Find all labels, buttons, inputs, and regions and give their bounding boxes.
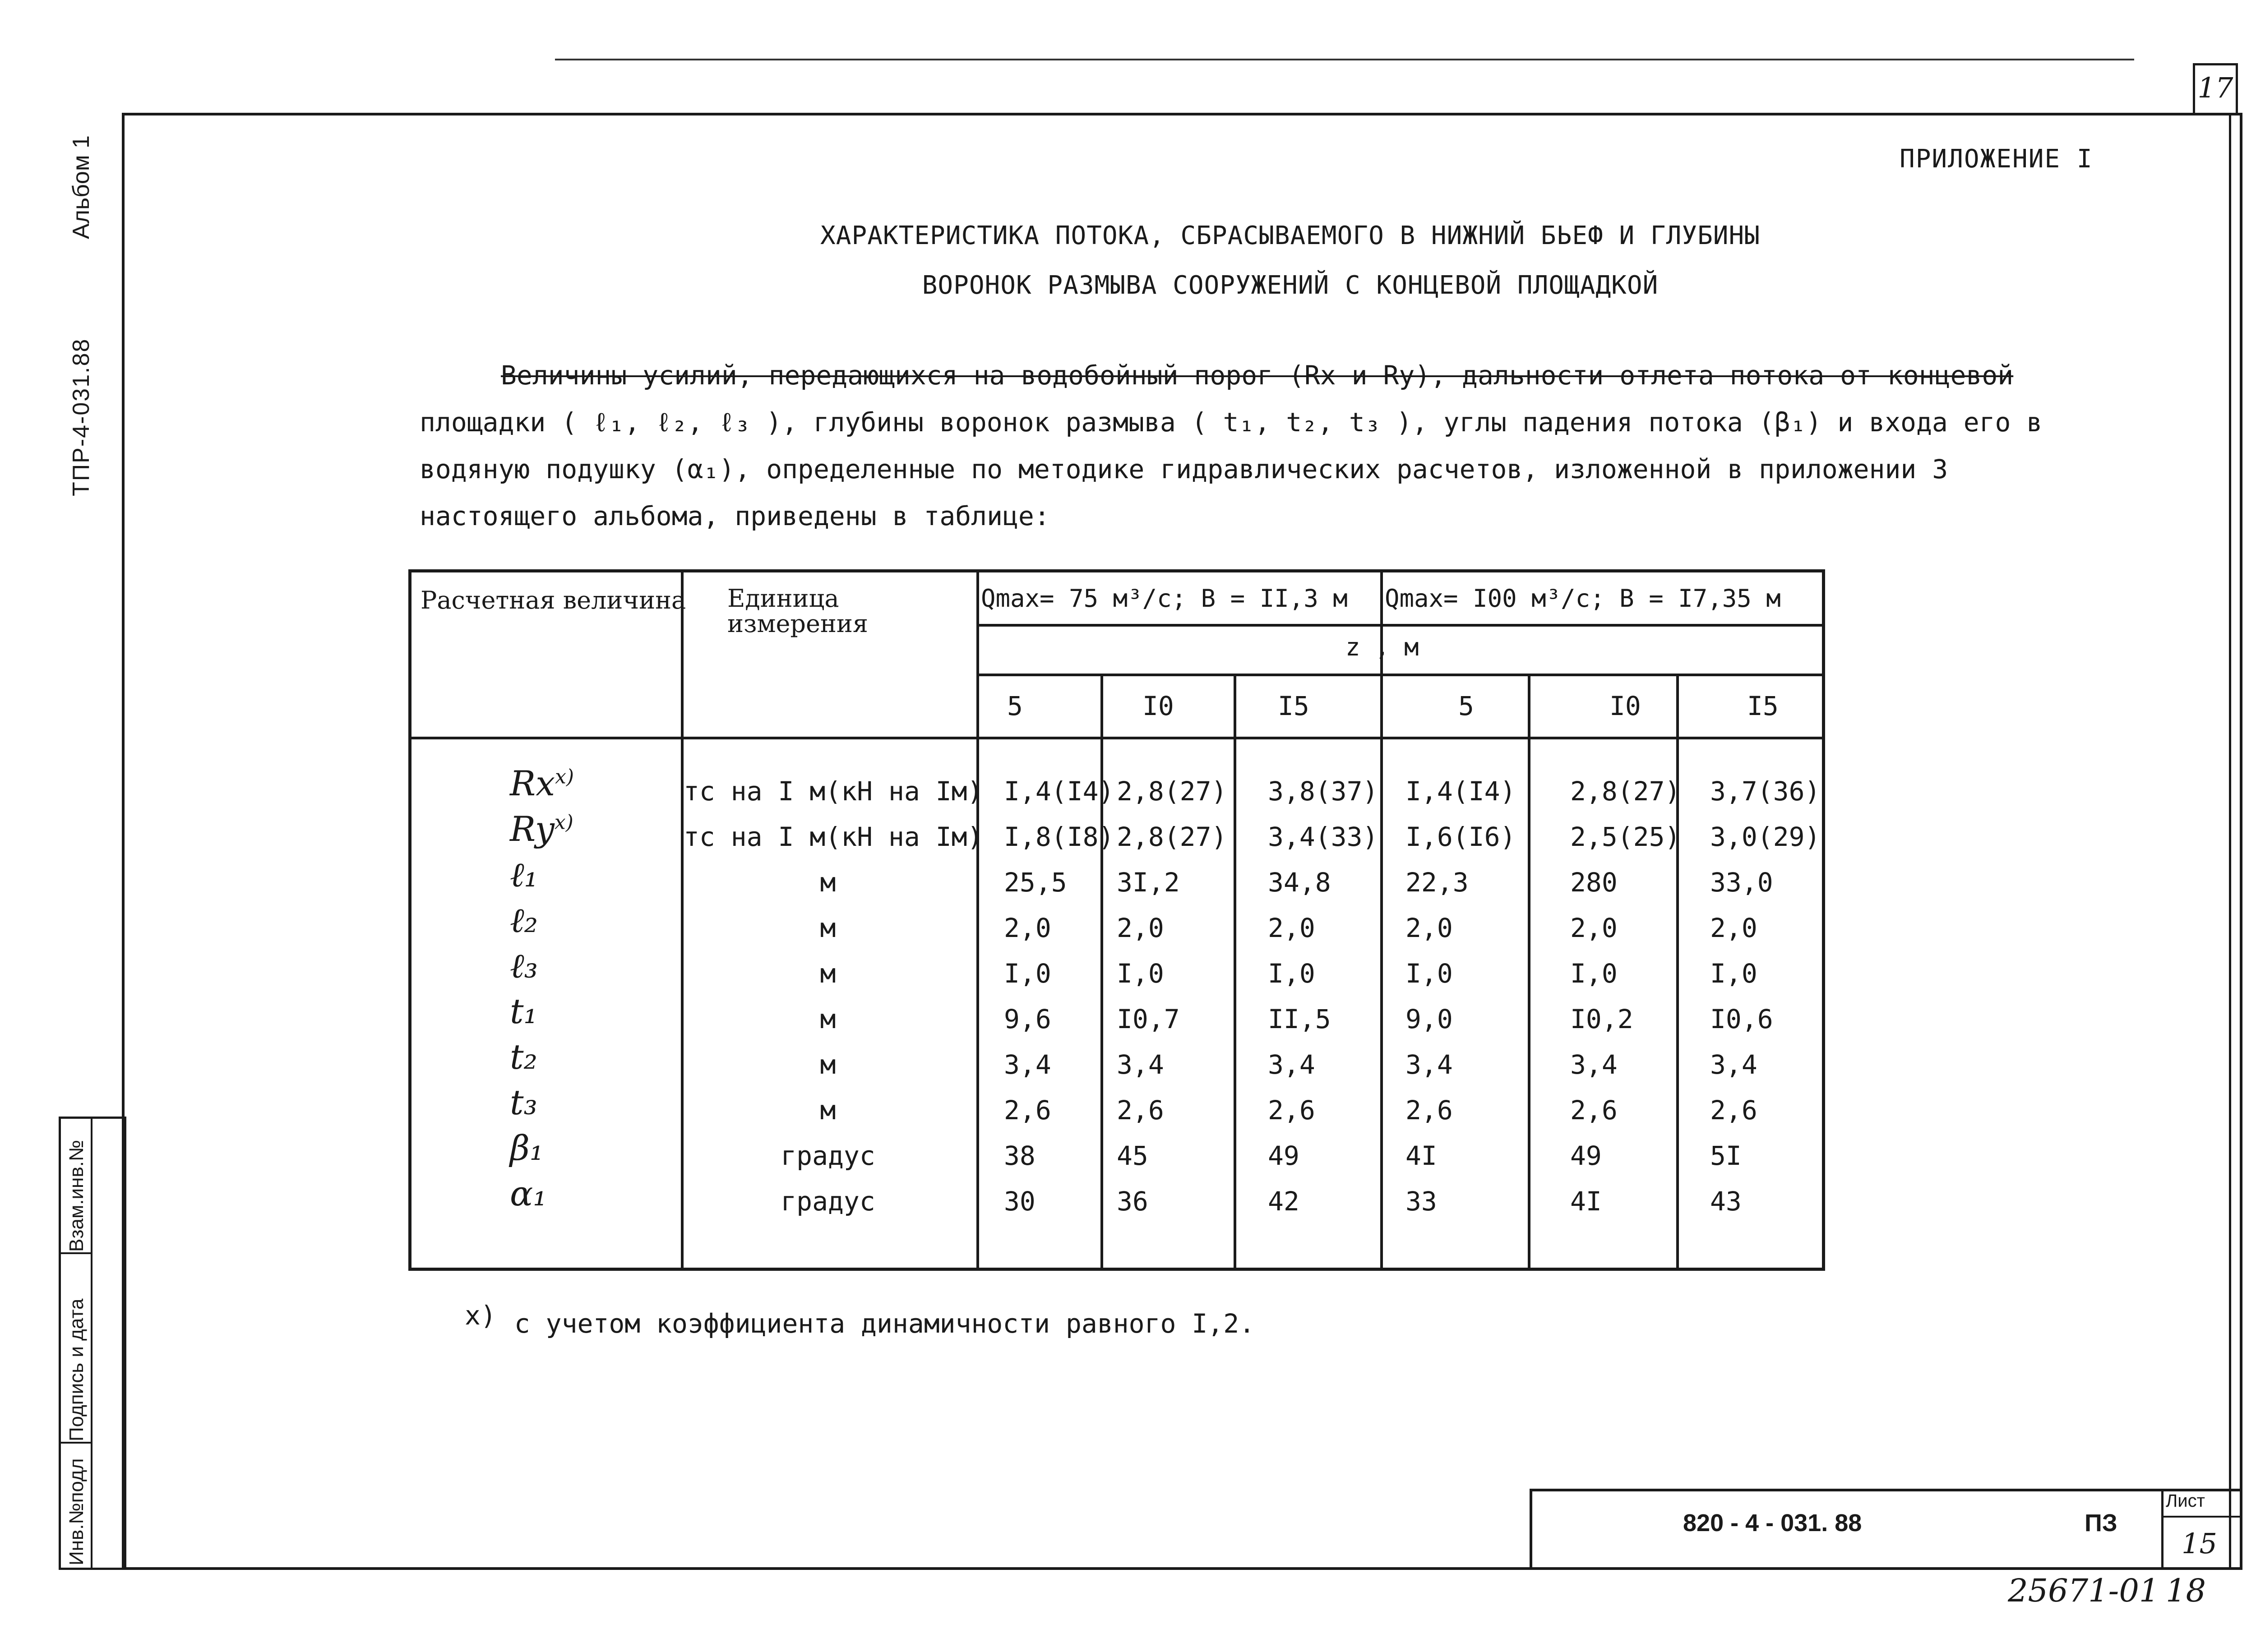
table-cell: 2,0 bbox=[1570, 913, 1618, 943]
col-divider bbox=[1234, 676, 1236, 1268]
table-cell: 45 bbox=[1117, 1140, 1148, 1171]
table-cell: 4I bbox=[1570, 1186, 1602, 1217]
table-cell: 4I bbox=[1405, 1140, 1437, 1171]
sheet-label: Лист bbox=[2166, 1491, 2205, 1511]
title-line-1 bbox=[0, 221, 2256, 250]
table-cell: 3I,2 bbox=[1117, 867, 1180, 898]
corner-sheet-number: 17 bbox=[2193, 63, 2238, 113]
sheet-number: 15 bbox=[2182, 1527, 2217, 1560]
table-cell: 30 bbox=[1004, 1186, 1036, 1217]
table-cell: 3,4 bbox=[1117, 1049, 1164, 1080]
intro-paragraph bbox=[420, 352, 2043, 540]
row-symbol-text: ℓ₃ bbox=[510, 946, 538, 986]
table-cell: 3,4 bbox=[1405, 1049, 1453, 1080]
table-cell: 2,6 bbox=[1570, 1095, 1618, 1126]
table-cell: 2,6 bbox=[1710, 1095, 1757, 1126]
paragraph-line-1: Величины усилий, передающихся на водобойный порог (Rx и Ry), дальности отлета потока от концевой bbox=[501, 360, 2014, 391]
table-cell: 3,4 bbox=[1710, 1049, 1757, 1080]
table-cell: 33,0 bbox=[1710, 867, 1773, 898]
table-cell: 2,6 bbox=[1117, 1095, 1164, 1126]
title-line-2 bbox=[0, 271, 2256, 300]
table-cell: 3,7(36) bbox=[1710, 776, 1821, 807]
table-cell: I0,6 bbox=[1710, 1004, 1773, 1034]
table-cell: 38 bbox=[1004, 1140, 1036, 1171]
row-symbol-text: Rx bbox=[510, 763, 555, 803]
row-symbol-footnote-mark: x) bbox=[554, 811, 573, 834]
table-cell: I0,7 bbox=[1117, 1004, 1180, 1034]
row-symbol bbox=[510, 991, 537, 1031]
z-value: I0 bbox=[1609, 691, 1641, 721]
table-cell: 2,0 bbox=[1268, 913, 1315, 943]
row-unit: м bbox=[820, 913, 836, 943]
table-cell: 2,6 bbox=[1268, 1095, 1315, 1126]
table-cell: I,0 bbox=[1570, 958, 1618, 989]
table-cell: 3,4 bbox=[1570, 1049, 1618, 1080]
row-symbol-text: t₂ bbox=[510, 1037, 538, 1077]
table-cell: 25,5 bbox=[1004, 867, 1067, 898]
paragraph-line-2: площадки ( ℓ₁, ℓ₂, ℓ₃ ), глубины воронок размыва ( t₁, t₂, t₃ ), углы падения потока (β₁) и входа его в bbox=[420, 407, 2043, 438]
header-unit: Единица измерения bbox=[727, 584, 868, 638]
row-symbol-text: ℓ₂ bbox=[510, 900, 538, 940]
table-cell: 3,0(29) bbox=[1710, 821, 1821, 852]
row-symbol bbox=[510, 854, 538, 895]
z-value: I5 bbox=[1747, 691, 1779, 721]
title-line-1-text: ХАРАКТЕРИСТИКА ПОТОКА, СБРАСЫВАЕМОГО В НИЖНИЙ БЬЕФ И ГЛУБИНЫ bbox=[820, 221, 1760, 250]
footnote-text: с учетом коэффициента динамичности равного I,2. bbox=[514, 1308, 1255, 1339]
table-cell: 3,8(37) bbox=[1268, 776, 1378, 807]
table-cell: I,4(I4) bbox=[1405, 776, 1516, 807]
margin-label-inventory: Инв.№подл bbox=[65, 1458, 88, 1565]
handwritten-page-number: 18 bbox=[2166, 1572, 2206, 1609]
row-symbol bbox=[510, 809, 573, 849]
row-divider bbox=[976, 674, 1822, 676]
table-cell: 2,0 bbox=[1710, 913, 1757, 943]
row-symbol-text: ℓ₁ bbox=[510, 854, 538, 895]
table-cell: I,0 bbox=[1117, 958, 1164, 989]
row-unit: градус bbox=[781, 1140, 875, 1171]
row-symbol-text: β₁ bbox=[510, 1128, 544, 1168]
table-cell: 36 bbox=[1117, 1186, 1148, 1217]
table-cell: 33 bbox=[1405, 1186, 1437, 1217]
table-cell: 49 bbox=[1570, 1140, 1602, 1171]
handwritten-inventory-number: 25671-01 bbox=[2008, 1572, 2159, 1609]
table-cell: I,6(I6) bbox=[1405, 821, 1516, 852]
table-cell: 2,8(27) bbox=[1570, 776, 1681, 807]
header-bottom-rule bbox=[411, 737, 1822, 739]
margin-label-replace: Взам.инв.№ bbox=[65, 1140, 88, 1252]
row-unit: м bbox=[820, 867, 836, 898]
row-symbol bbox=[510, 1128, 543, 1168]
row-symbol bbox=[510, 1037, 537, 1077]
row-unit: м bbox=[820, 1004, 836, 1034]
table-cell: I,0 bbox=[1710, 958, 1757, 989]
title-line-2-text: ВОРОНОК РАЗМЫВА СООРУЖЕНИЙ С КОНЦЕВОЙ ПЛОЩАДКОЙ bbox=[922, 271, 1659, 300]
footnote bbox=[465, 1300, 1255, 1339]
table-cell: 2,6 bbox=[1405, 1095, 1453, 1126]
margin-label-signature: Подпись и дата bbox=[65, 1298, 88, 1441]
table-cell: 2,0 bbox=[1004, 913, 1051, 943]
row-symbol-text: t₃ bbox=[510, 1082, 538, 1122]
table-cell: 280 bbox=[1570, 867, 1618, 898]
row-unit: тс на I м(кН на Iм) bbox=[684, 821, 983, 852]
table-cell: 3,4 bbox=[1268, 1049, 1315, 1080]
z-value: I0 bbox=[1142, 691, 1174, 721]
table-cell: 9,0 bbox=[1405, 1004, 1453, 1034]
top-rule bbox=[555, 59, 2134, 60]
col-divider bbox=[976, 572, 979, 1268]
document-type: ПЗ bbox=[2085, 1509, 2117, 1537]
project-code-vertical: ТПР-4-031.88 bbox=[68, 338, 94, 496]
row-unit: тс на I м(кН на Iм) bbox=[684, 776, 983, 807]
table-cell: I,4(I4) bbox=[1004, 776, 1114, 807]
table-cell: I,0 bbox=[1004, 958, 1051, 989]
table-cell: I0,2 bbox=[1570, 1004, 1633, 1034]
row-unit: м bbox=[820, 958, 836, 989]
table-cell: 2,8(27) bbox=[1117, 776, 1227, 807]
header-quantity: Расчетная величина bbox=[421, 586, 686, 614]
row-symbol-footnote-mark: x) bbox=[555, 765, 574, 789]
table-cell: 34,8 bbox=[1268, 867, 1331, 898]
col-divider bbox=[1100, 676, 1103, 1268]
table-cell: 43 bbox=[1710, 1186, 1742, 1217]
paragraph-line-3: водяную подушку (α₁), определенные по методике гидравлических расчетов, изложенной в приложении 3 bbox=[420, 454, 1948, 485]
row-symbol bbox=[510, 900, 538, 941]
album-label: Альбом 1 bbox=[68, 135, 94, 239]
table-cell: 2,6 bbox=[1004, 1095, 1051, 1126]
z-value: 5 bbox=[1458, 691, 1474, 721]
table-cell: 22,3 bbox=[1405, 867, 1469, 898]
table-cell: 49 bbox=[1268, 1140, 1299, 1171]
table-cell: II,5 bbox=[1268, 1004, 1331, 1034]
table-cell: 2,0 bbox=[1117, 913, 1164, 943]
table-cell: I,0 bbox=[1405, 958, 1453, 989]
table-cell: 3,4(33) bbox=[1268, 821, 1378, 852]
row-symbol bbox=[510, 946, 538, 986]
table-cell: 42 bbox=[1268, 1186, 1299, 1217]
row-symbol-text: α₁ bbox=[510, 1173, 547, 1214]
col-divider bbox=[1380, 572, 1383, 1268]
title-block bbox=[1530, 1489, 2242, 1570]
table-cell: I,0 bbox=[1268, 958, 1315, 989]
col-divider bbox=[1676, 676, 1679, 1268]
z-value: I5 bbox=[1278, 691, 1309, 721]
row-unit: м bbox=[820, 1049, 836, 1080]
document-code: 820 - 4 - 031. 88 bbox=[1683, 1509, 1862, 1537]
appendix-label: ПРИЛОЖЕНИЕ I bbox=[1900, 144, 2093, 174]
row-symbol bbox=[510, 1173, 547, 1214]
row-symbol-text: t₁ bbox=[510, 991, 538, 1031]
header-group-2: Qmax= I00 м³/с; В = I7,35 м bbox=[1385, 584, 1781, 613]
footnote-mark: x) bbox=[465, 1300, 496, 1331]
margin-stamp-table bbox=[59, 1117, 126, 1570]
header-group-1: Qmax= 75 м³/с; В = II,3 м bbox=[981, 584, 1348, 613]
sheet-cell-divider bbox=[2161, 1516, 2242, 1518]
header-z: z , м bbox=[1345, 633, 1419, 661]
table-cell: 2,5(25) bbox=[1570, 821, 1681, 852]
table-cell: 2,8(27) bbox=[1117, 821, 1227, 852]
row-symbol-text: Ry bbox=[510, 809, 555, 849]
table-cell: I,8(I8) bbox=[1004, 821, 1114, 852]
row-symbol bbox=[510, 1082, 537, 1122]
row-unit: градус bbox=[781, 1186, 875, 1217]
z-value: 5 bbox=[1007, 691, 1023, 721]
table-cell: 9,6 bbox=[1004, 1004, 1051, 1034]
row-symbol bbox=[510, 763, 574, 803]
frame-right-rule bbox=[2229, 113, 2231, 1570]
table-cell: 2,0 bbox=[1405, 913, 1453, 943]
paragraph-line-4: настоящего альбома, приведены в таблице: bbox=[420, 501, 1050, 531]
table-cell: 5I bbox=[1710, 1140, 1742, 1171]
col-divider bbox=[1528, 676, 1530, 1268]
table-cell: 3,4 bbox=[1004, 1049, 1051, 1080]
row-divider bbox=[976, 624, 1822, 627]
row-unit: м bbox=[820, 1095, 836, 1126]
